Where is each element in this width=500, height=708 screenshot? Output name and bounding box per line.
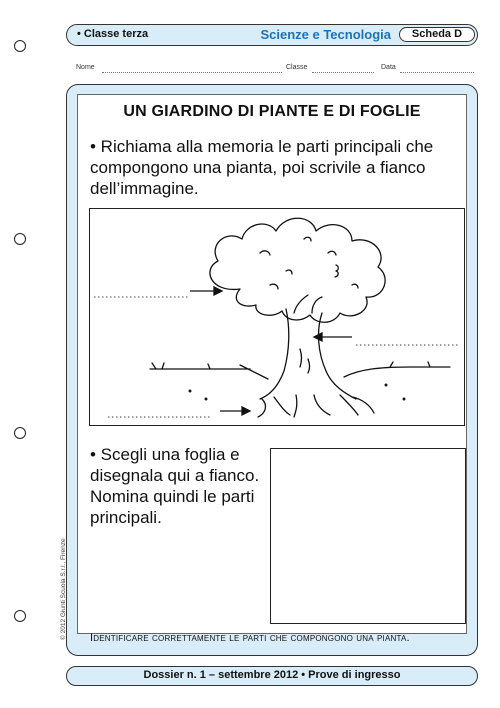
- subject-title: Scienze e Tecnologia: [260, 27, 391, 42]
- copyright-notice: © 2012 Giunti Scuola S.r.l., Firenze: [60, 538, 67, 640]
- sheet-label: Scheda D: [399, 27, 475, 42]
- student-fields: [76, 64, 476, 76]
- tree-illustration: [90, 209, 463, 424]
- binder-hole: [14, 427, 26, 439]
- binder-hole: [14, 40, 26, 52]
- header-bar: [66, 24, 478, 46]
- instruction-draw-leaf: • Scegli una foglia e disegnala qui a fianco. Nomina quindi le parti principali.: [90, 445, 260, 527]
- date-label: Data: [381, 64, 396, 71]
- binder-hole: [14, 610, 26, 622]
- worksheet-title: UN GIARDINO DI PIANTE E DI FOGLIE: [123, 103, 421, 120]
- learning-goal: Identificare correttamente le parti che compongono una pianta.: [90, 632, 410, 644]
- date-line[interactable]: [400, 72, 474, 73]
- footer-bar: Dossier n. 1 – settembre 2012 • Prove di ingresso: [66, 666, 478, 686]
- name-line[interactable]: [102, 72, 282, 73]
- instruction-plant-parts: • Richiama alla memoria le parti principali che compongono una pianta, poi scrivile a fianco dell’immagine.: [90, 137, 434, 198]
- class-label: Classe: [286, 64, 308, 71]
- name-label: Nome: [76, 64, 95, 71]
- class-level: • Classe terza: [77, 28, 149, 40]
- leaf-drawing-box[interactable]: [270, 448, 466, 624]
- binder-hole: [14, 233, 26, 245]
- tree-illustration-box: [89, 208, 465, 426]
- class-line[interactable]: [312, 72, 374, 73]
